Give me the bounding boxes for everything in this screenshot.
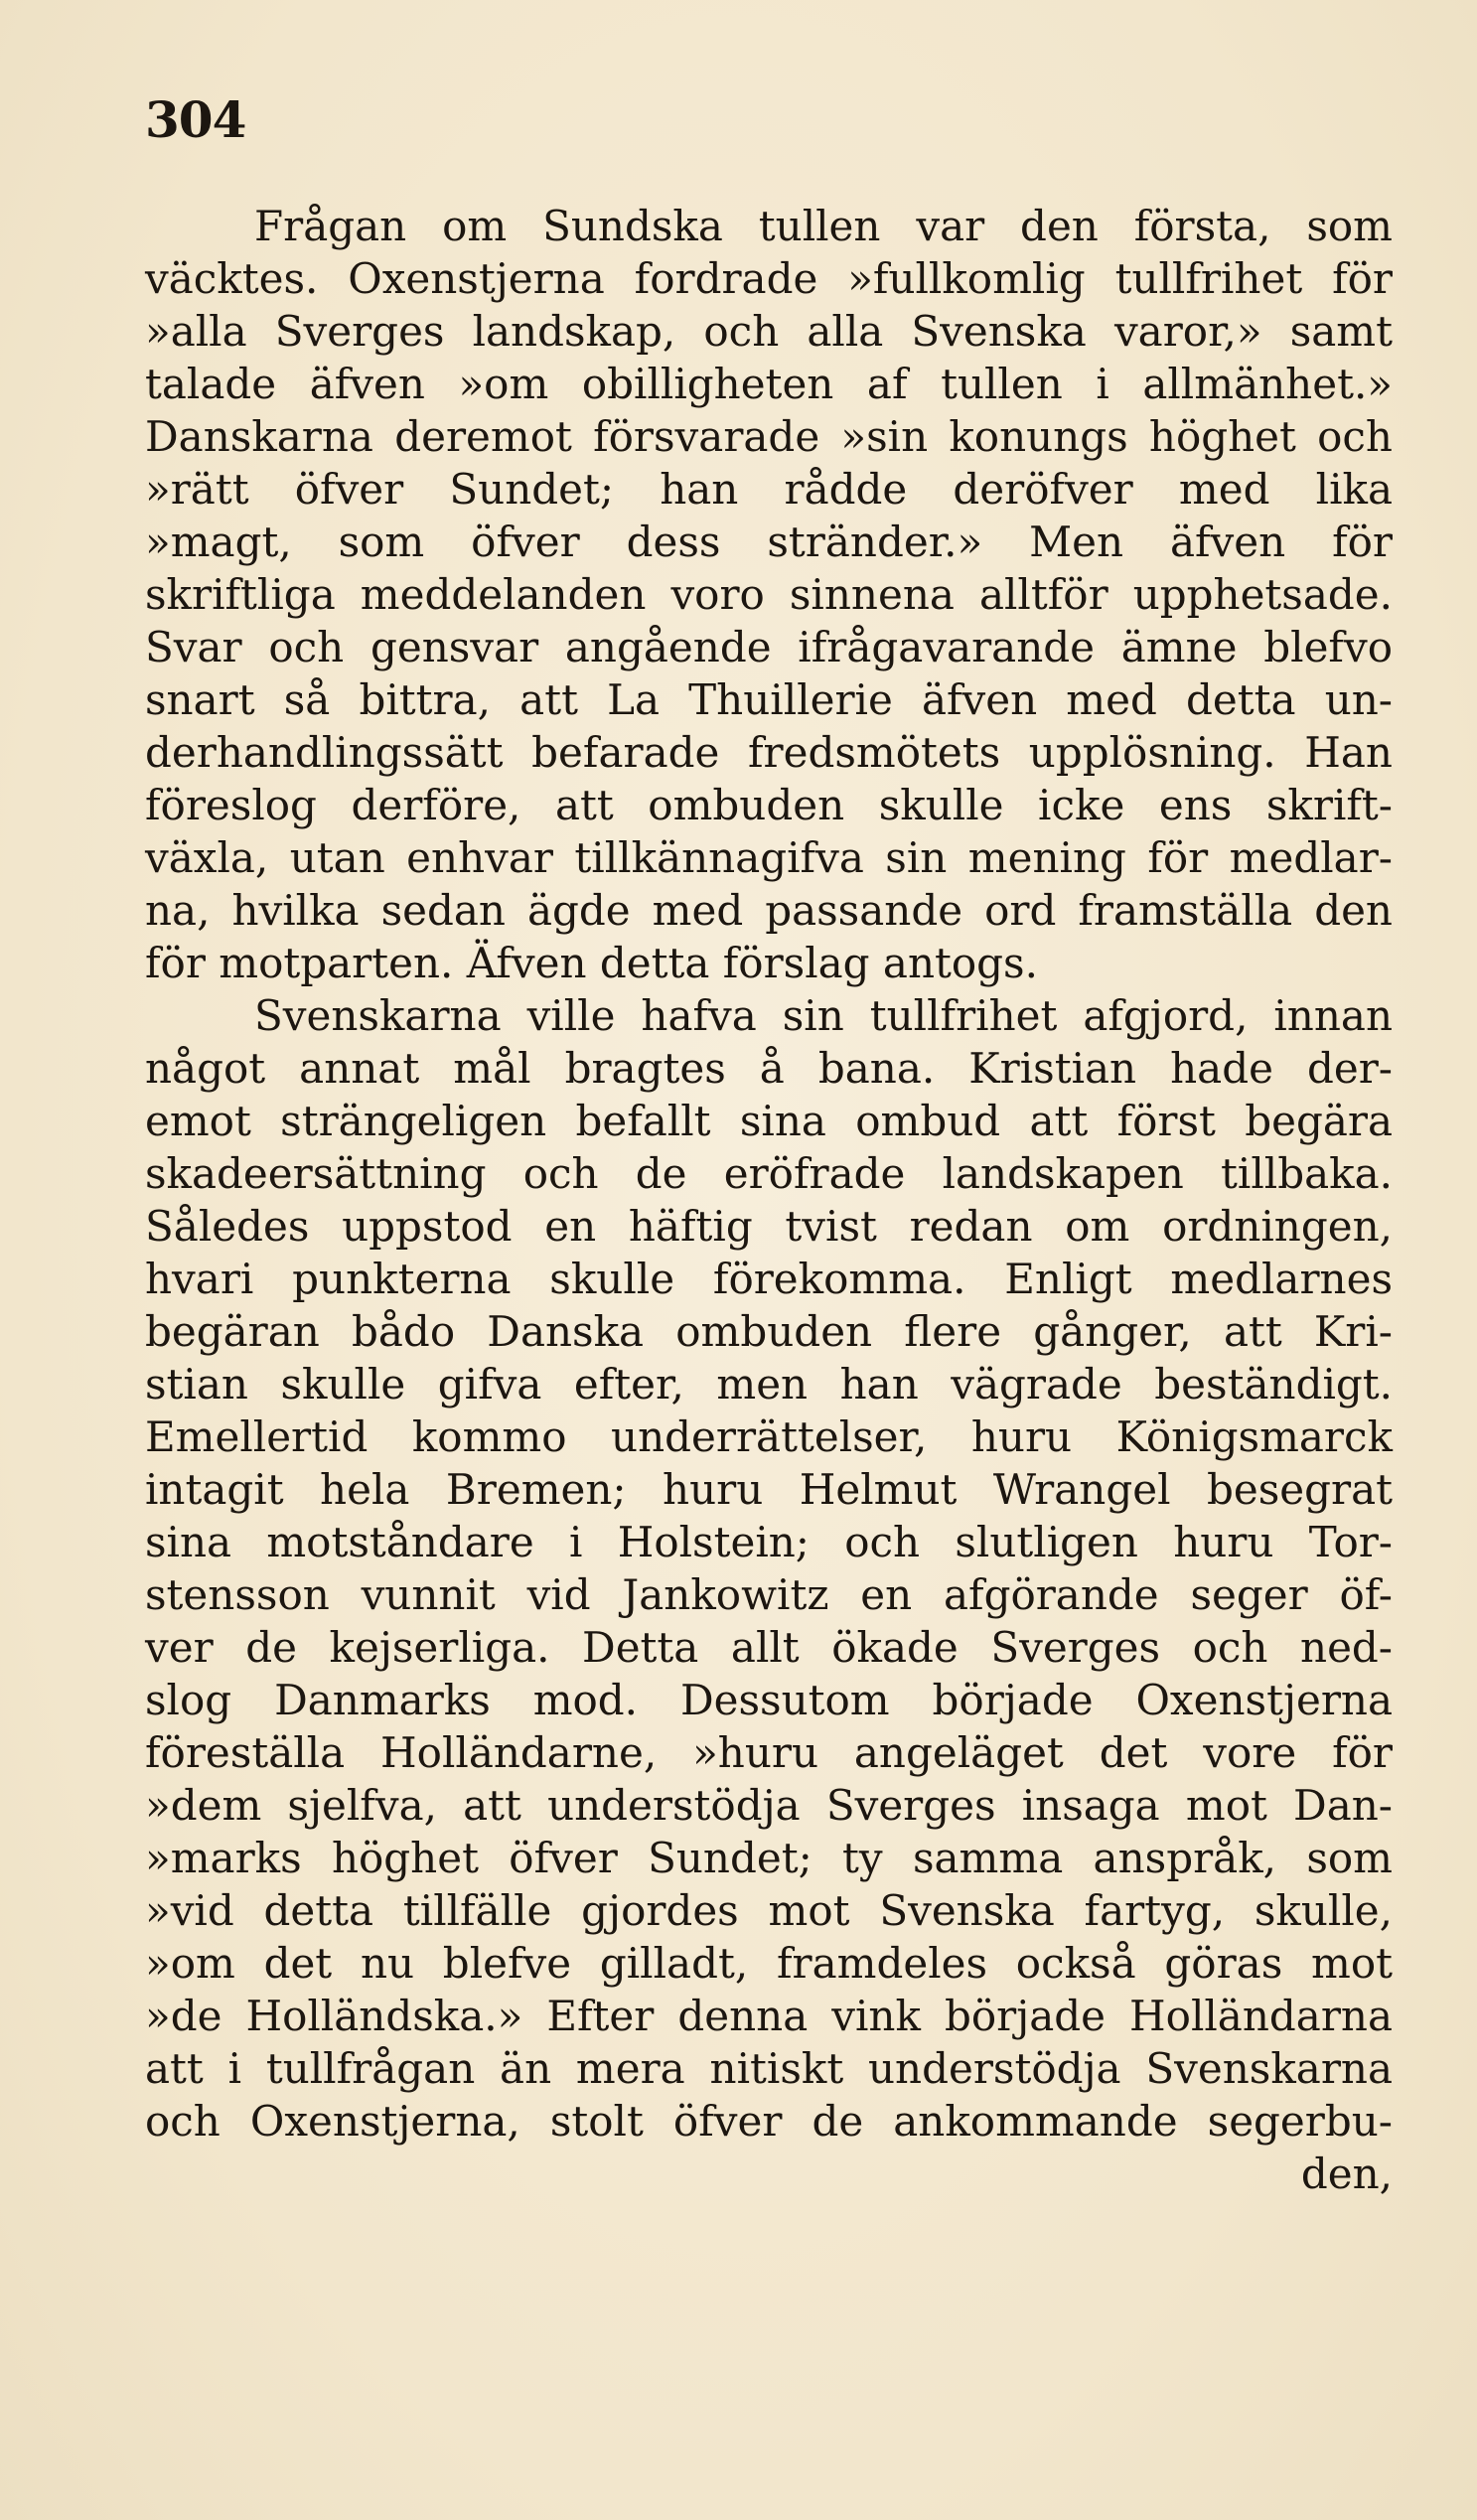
text-line: väcktes. Oxenstjerna fordrade »fullkomlig tullfrihet för (145, 254, 1393, 303)
text-line: intagit hela Bremen; huru Helmut Wrangel besegrat (145, 1465, 1393, 1514)
text-line: växla, utan enhvar tillkännagifva sin mening för medlar- (145, 833, 1393, 882)
text-line: något annat mål bragtes å bana. Kristian hade der- (145, 1044, 1393, 1093)
text-line: ver de kejserliga. Detta allt ökade Sverges och ned- (145, 1623, 1393, 1672)
text-line: och Oxenstjerna, stolt öfver de ankommande segerbu- (145, 2097, 1393, 2146)
text-line: Svar och gensvar angående ifrågavarande ämne blefvo (145, 623, 1393, 671)
text-line: Emellertid kommo underrättelser, huru Königsmarck (145, 1412, 1393, 1461)
text-line: stian skulle gifva efter, men han vägrade beständigt. (145, 1360, 1393, 1408)
text-line: »magt, som öfver dess stränder.» Men äfven för (145, 518, 1393, 566)
text-line: derhandlingssätt befarade fredsmötets upplösning. Han (145, 728, 1393, 777)
text-line: emot strängeligen befallt sina ombud att först begära (145, 1097, 1393, 1145)
text-line: Frågan om Sundska tullen var den första, som (254, 202, 1393, 250)
text-line: »rätt öfver Sundet; han rådde deröfver med lika (145, 465, 1393, 514)
text-line: Således uppstod en häftig tvist redan om ordningen, (145, 1202, 1393, 1251)
text-line: att i tullfrågan än mera nitiskt understödja Svenskarna (145, 2044, 1393, 2093)
text-line: skriftliga meddelanden voro sinnena alltför upphetsade. (145, 570, 1393, 619)
text-line: hvari punkterna skulle förekomma. Enligt medlarnes (145, 1255, 1393, 1303)
text-line: slog Danmarks mod. Dessutom började Oxenstjerna (145, 1676, 1393, 1724)
page-number: 304 (145, 90, 246, 149)
text-line: talade äfven »om obilligheten af tullen i allmänhet.» (145, 360, 1393, 408)
text-line: snart så bittra, att La Thuillerie äfven med detta un- (145, 675, 1393, 724)
text-line: för motparten. Äfven detta förslag antogs. (145, 939, 1038, 987)
text-line: föreställa Holländarne, »huru angeläget det vore för (145, 1728, 1393, 1777)
text-line: föreslog derföre, att ombuden skulle icke ens skrift- (145, 781, 1393, 829)
text-line: »de Holländska.» Efter denna vink började Holländarna (145, 1992, 1393, 2040)
text-line: den, (1300, 2149, 1393, 2198)
text-line: »dem sjelfva, att understödja Sverges insaga mot Dan- (145, 1781, 1393, 1830)
text-line: stensson vunnit vid Jankowitz en afgörande seger öf- (145, 1570, 1393, 1619)
text-line: begäran bådo Danska ombuden flere gånger, att Kri- (145, 1307, 1393, 1356)
text-line: na, hvilka sedan ägde med passande ord framställa den (145, 886, 1393, 935)
text-line: sina motståndare i Holstein; och slutligen huru Tor- (145, 1518, 1393, 1566)
text-line: »alla Sverges landskap, och alla Svenska varor,» samt (145, 307, 1393, 356)
text-line: »om det nu blefve gilladt, framdeles också göras mot (145, 1939, 1393, 1988)
text-line: »vid detta tillfälle gjordes mot Svenska fartyg, skulle, (145, 1886, 1393, 1935)
text-line: »marks höghet öfver Sundet; ty samma anspråk, som (145, 1834, 1393, 1882)
text-line: Svenskarna ville hafva sin tullfrihet afgjord, innan (254, 991, 1393, 1040)
text-line: Danskarna deremot försvarade »sin konungs höghet och (145, 412, 1393, 461)
text-line: skadeersättning och de eröfrade landskapen tillbaka. (145, 1149, 1393, 1198)
